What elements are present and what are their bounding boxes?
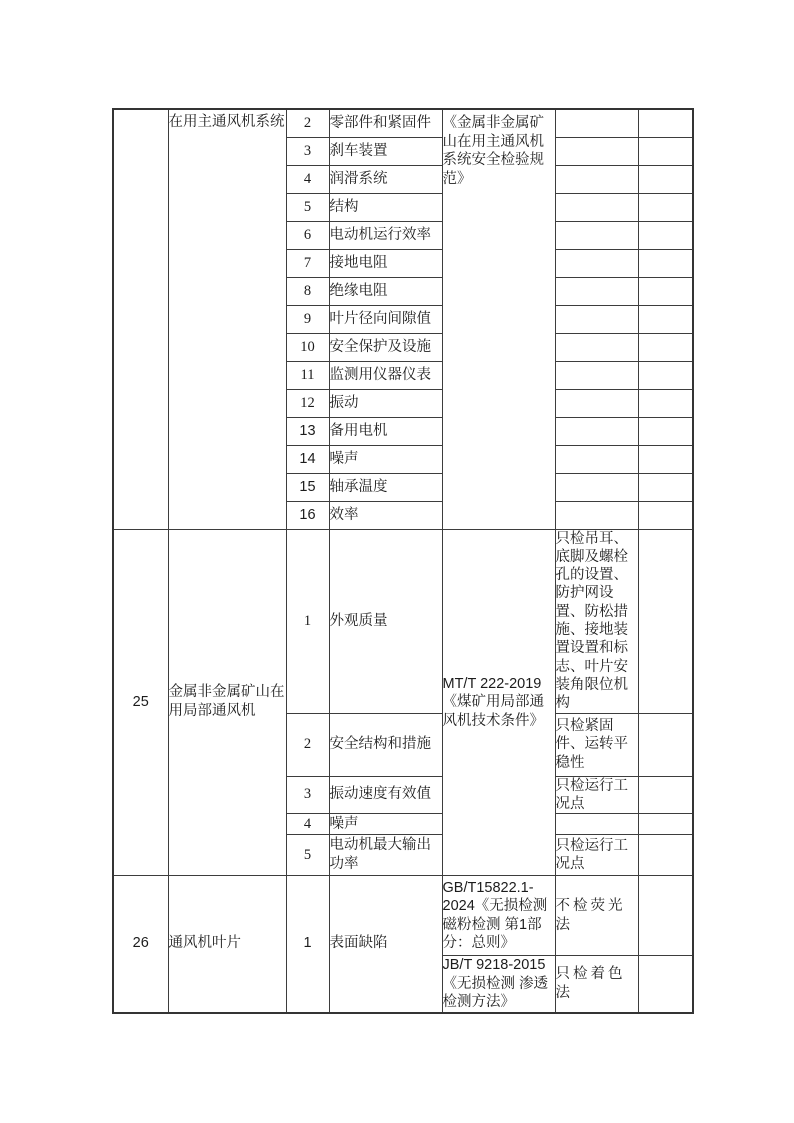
blank-cell xyxy=(638,473,693,501)
item-name-cell: 安全保护及设施 xyxy=(329,333,442,361)
note-cell xyxy=(555,249,638,277)
blank-cell xyxy=(638,713,693,776)
blank-cell xyxy=(638,529,693,713)
blank-cell xyxy=(638,305,693,333)
standard-cell: 《金属非金属矿山在用主通风机系统安全检验规范》 xyxy=(442,109,555,529)
note-cell xyxy=(555,417,638,445)
item-no-cell: 6 xyxy=(286,221,329,249)
note-cell: 只检着色法 xyxy=(555,956,638,1013)
note-cell xyxy=(555,473,638,501)
blank-cell xyxy=(638,137,693,165)
item-name-cell: 监测用仪器仪表 xyxy=(329,361,442,389)
serial-cell: 25 xyxy=(113,529,168,876)
blank-cell xyxy=(638,361,693,389)
note-cell: 不检荧光法 xyxy=(555,876,638,956)
item-no-cell: 2 xyxy=(286,109,329,137)
note-cell xyxy=(555,361,638,389)
item-no-cell: 4 xyxy=(286,165,329,193)
equipment-cell: 在用主通风机系统 xyxy=(168,109,286,529)
item-no-cell: 5 xyxy=(286,193,329,221)
item-name-cell: 噪声 xyxy=(329,814,442,835)
item-name-cell: 叶片径向间隙值 xyxy=(329,305,442,333)
item-no-cell: 2 xyxy=(286,713,329,776)
item-name-cell: 外观质量 xyxy=(329,529,442,713)
item-name-cell: 电动机最大输出功率 xyxy=(329,835,442,876)
blank-cell xyxy=(638,876,693,956)
blank-cell xyxy=(638,249,693,277)
item-no-cell: 14 xyxy=(286,445,329,473)
item-name-cell: 绝缘电阻 xyxy=(329,277,442,305)
note-cell xyxy=(555,221,638,249)
item-no-cell: 13 xyxy=(286,417,329,445)
blank-cell xyxy=(638,417,693,445)
equipment-cell: 通风机叶片 xyxy=(168,876,286,1013)
note-cell xyxy=(555,109,638,137)
item-no-cell: 8 xyxy=(286,277,329,305)
inspection-items-table xyxy=(112,108,694,1014)
note-cell xyxy=(555,193,638,221)
item-name-cell: 润滑系统 xyxy=(329,165,442,193)
blank-cell xyxy=(638,445,693,473)
item-name-cell: 备用电机 xyxy=(329,417,442,445)
note-cell: 只检吊耳、底脚及螺栓孔的设置、防护网设置、防松措施、接地装置设置和标志、叶片安装角限位机构 xyxy=(555,529,638,713)
serial-cell: 26 xyxy=(113,876,168,1013)
standard-cell: JB/T 9218-2015《无损检测 渗透检测方法》 xyxy=(442,956,555,1013)
note-cell xyxy=(555,333,638,361)
blank-cell xyxy=(638,165,693,193)
blank-cell xyxy=(638,221,693,249)
standard-cell: MT/T 222-2019《煤矿用局部通风机技术条件》 xyxy=(442,529,555,876)
item-no-cell: 5 xyxy=(286,835,329,876)
note-cell: 只检紧固件、运转平稳性 xyxy=(555,713,638,776)
table-row xyxy=(113,876,693,956)
blank-cell xyxy=(638,389,693,417)
item-name-cell: 刹车装置 xyxy=(329,137,442,165)
item-no-cell: 15 xyxy=(286,473,329,501)
equipment-cell: 金属非金属矿山在用局部通风机 xyxy=(168,529,286,876)
standard-cell: GB/T15822.1-2024《无损检测 磁粉检测 第1部分：总则》 xyxy=(442,876,555,956)
item-name-cell: 表面缺陷 xyxy=(329,876,442,1013)
note-cell: 只检运行工况点 xyxy=(555,835,638,876)
blank-cell xyxy=(638,956,693,1013)
item-name-cell: 轴承温度 xyxy=(329,473,442,501)
blank-cell xyxy=(638,776,693,814)
table-row xyxy=(113,529,693,713)
blank-cell xyxy=(638,109,693,137)
item-no-cell: 4 xyxy=(286,814,329,835)
item-no-cell: 16 xyxy=(286,501,329,529)
note-cell xyxy=(555,165,638,193)
blank-cell xyxy=(638,814,693,835)
note-cell xyxy=(555,445,638,473)
item-name-cell: 电动机运行效率 xyxy=(329,221,442,249)
item-name-cell: 振动 xyxy=(329,389,442,417)
item-name-cell: 安全结构和措施 xyxy=(329,713,442,776)
item-no-cell: 12 xyxy=(286,389,329,417)
blank-cell xyxy=(638,835,693,876)
note-cell xyxy=(555,814,638,835)
item-no-cell: 3 xyxy=(286,137,329,165)
serial-cell xyxy=(113,109,168,529)
item-name-cell: 噪声 xyxy=(329,445,442,473)
blank-cell xyxy=(638,501,693,529)
table-row xyxy=(113,109,693,137)
blank-cell xyxy=(638,333,693,361)
note-cell xyxy=(555,305,638,333)
item-name-cell: 结构 xyxy=(329,193,442,221)
item-no-cell: 1 xyxy=(286,876,329,1013)
item-no-cell: 11 xyxy=(286,361,329,389)
item-name-cell: 效率 xyxy=(329,501,442,529)
item-no-cell: 9 xyxy=(286,305,329,333)
note-cell xyxy=(555,389,638,417)
note-cell xyxy=(555,277,638,305)
item-no-cell: 1 xyxy=(286,529,329,713)
item-no-cell: 7 xyxy=(286,249,329,277)
blank-cell xyxy=(638,277,693,305)
note-cell xyxy=(555,137,638,165)
note-cell: 只检运行工况点 xyxy=(555,776,638,814)
item-name-cell: 接地电阻 xyxy=(329,249,442,277)
item-no-cell: 3 xyxy=(286,776,329,814)
blank-cell xyxy=(638,193,693,221)
item-name-cell: 振动速度有效值 xyxy=(329,776,442,814)
item-no-cell: 10 xyxy=(286,333,329,361)
item-name-cell: 零部件和紧固件 xyxy=(329,109,442,137)
note-cell xyxy=(555,501,638,529)
